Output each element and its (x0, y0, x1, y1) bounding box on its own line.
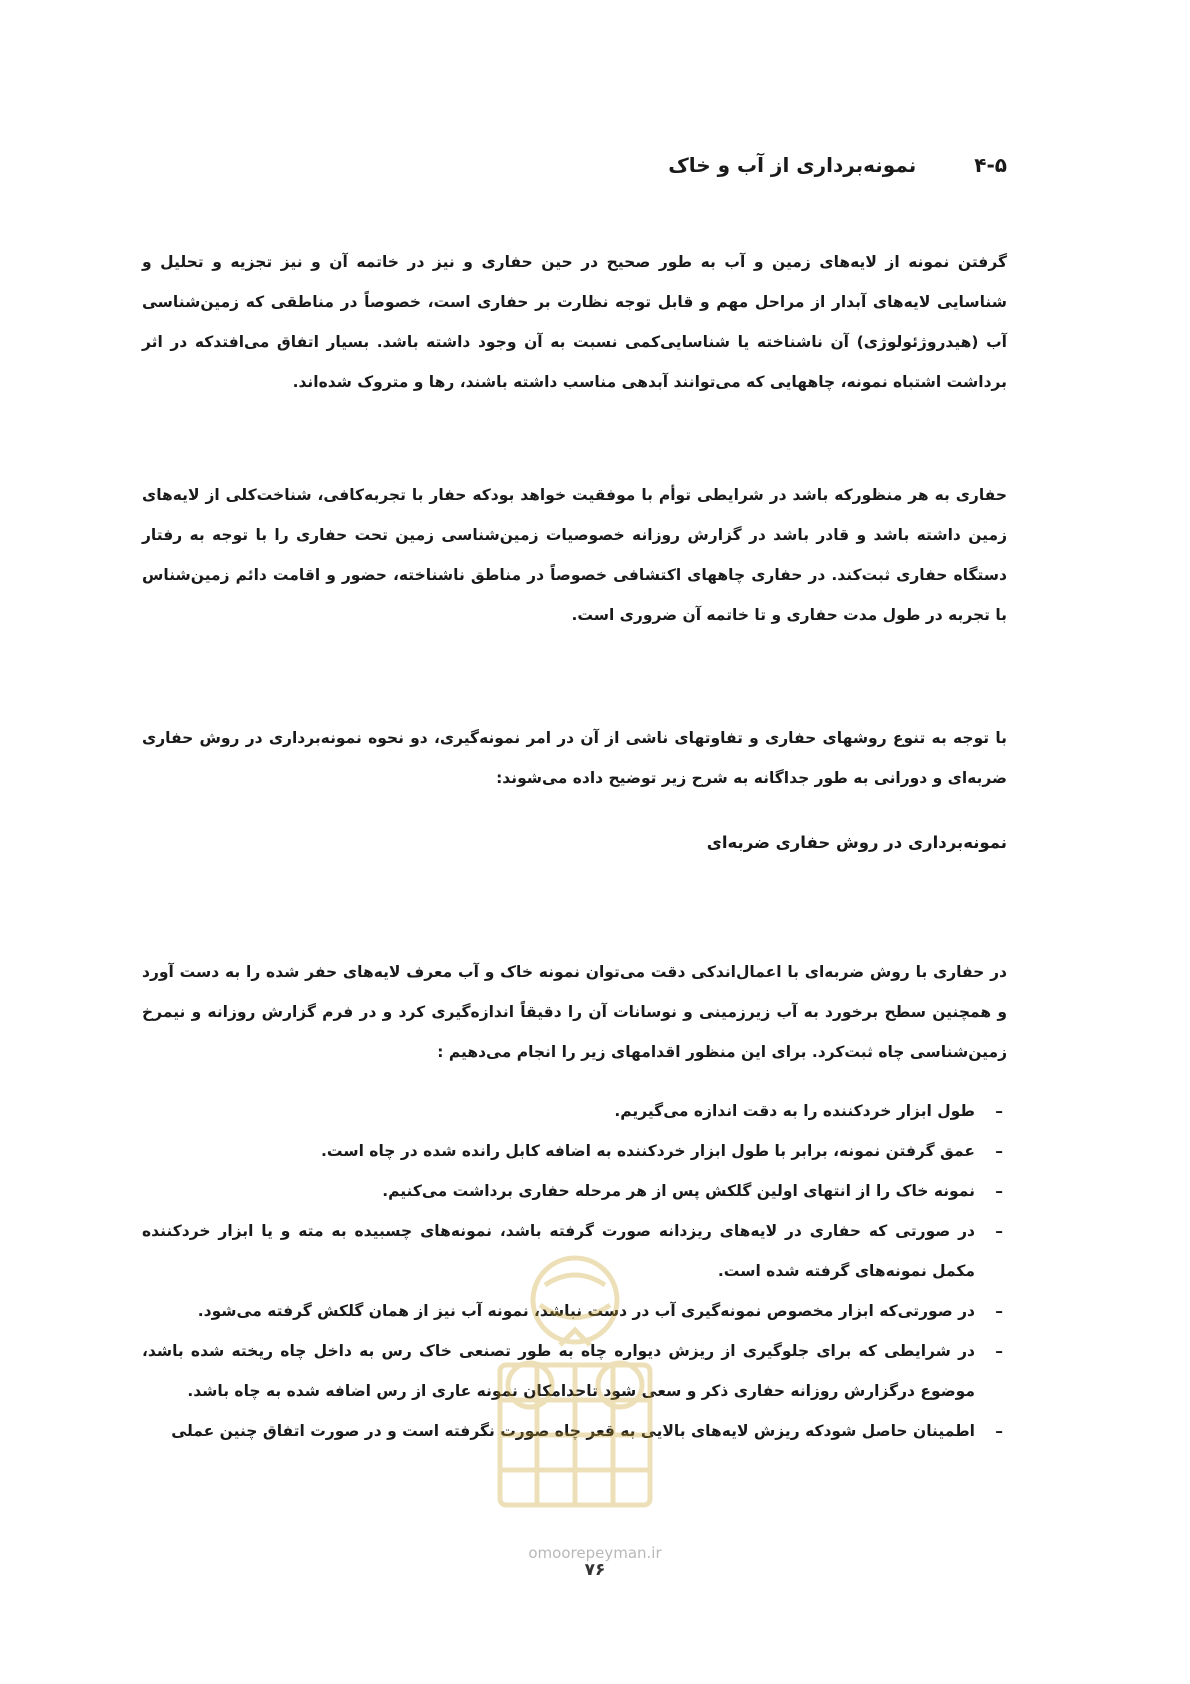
bullet-list (142, 1091, 1007, 1451)
subsection-intro: در حفاری با روش ضربه‌ای با اعمال‌اندکی دقت می‌توان نمونه خاک و آب معرف لایه‌های حفر شده را به دست آورد و همچنین سطح برخورد به آب زیرزمینی و نوسانات آن را دقیقاً اندازه‌گیری کرد و در فرم گزارش روزانه و نیمرخ زمین‌شناسی چاه ثبت‌کرد. برای این منظور اقدامهای زیر را انجام می‌دهیم : (142, 963, 1007, 1061)
section-number: ۴-۵ (974, 153, 1007, 177)
paragraph: گرفتن نمونه از لایه‌های زمین و آب به طور صحیح در حین حفاری و نیز در خاتمه آن و نیز تجزیه و تحلیل و شناسایی لایه‌های آبدار از مراحل مهم و قابل توجه نظارت بر حفاری است، خصوصاً در مناطقی که زمین‌شناسی آب (هیدروژئولوژی) آن ناشناخته یا شناسایی‌کمی نسبت به آن وجود داشته باشد. بسیار اتفاق می‌افتدکه در اثر برداشت اشتباه نمونه، چاههایی که می‌توانند آبدهی مناسب داشته باشند، رها و متروک شده‌اند. (142, 253, 1007, 391)
section-title: نمونه‌برداری از آب و خاک (668, 153, 917, 177)
page-number: ۷۶ (584, 1560, 606, 1580)
subsection-heading: نمونه‌برداری در روش حفاری ضربه‌ای (706, 833, 1007, 852)
paragraph: حفاری به هر منظورکه باشد در شرایطی توأم با موفقیت خواهد بودکه حفار با تجربه‌کافی، شناخت‌کلی از لایه‌های زمین داشته باشد و قادر باشد در گزارش روزانه خصوصیات زمین‌شناسی زمین تحت حفاری را با توجه به رفتار دستگاه حفاری ثبت‌کند. در حفاری چاههای اکتشافی خصوصاً در مناطق ناشناخته، حضور و اقامت دائم زمین‌شناس با تجربه در طول مدت حفاری و تا خاتمه آن ضروری است. (142, 486, 1007, 624)
list-item: – عمق گرفتن نمونه، برابر با طول ابزار خردکننده به اضافه کابل رانده شده در چاه است. (142, 1131, 1007, 1171)
section-heading (142, 150, 1007, 180)
list-item: – طول ابزار خردکننده را به دقت اندازه می‌گیریم. (142, 1091, 1007, 1131)
list-item: – اطمینان حاصل شودکه ریزش لایه‌های بالایی به قعر چاه صورت نگرفته است و در صورت اتفاق چنین عملی (142, 1411, 1007, 1451)
list-item: – در صورتی‌که ابزار مخصوص نمونه‌گیری آب در دست نباشد، نمونه آب نیز از همان گلکش گرفته می‌شود. (142, 1291, 1007, 1331)
watermark-url: omoorepeyman.ir (528, 1544, 662, 1562)
list-item: – در شرایطی که برای جلوگیری از ریزش دیواره چاه به طور تصنعی خاک رس به داخل چاه ریخته شده باشد، موضوع درگزارش روزانه حفاری ذکر و سعی شود تاحدامکان نمونه عاری از رس اضافه شده به چاه باشد. (142, 1331, 1007, 1411)
list-item: – نمونه خاک را از انتهای اولین گلکش پس از هر مرحله حفاری برداشت می‌کنیم. (142, 1171, 1007, 1211)
list-item: – در صورتی که حفاری در لایه‌های ریزدانه صورت گرفته باشد، نمونه‌های چسبیده به مته و یا ابزار خردکننده مکمل نمونه‌های گرفته شده است. (142, 1211, 1007, 1291)
paragraph: با توجه به تنوع روشهای حفاری و تفاوتهای ناشی از آن در امر نمونه‌گیری، دو نحوه نمونه‌برداری در روش حفاری ضربه‌ای و دورانی به طور جداگانه به شرح زیر توضیح داده می‌شوند: (142, 729, 1007, 787)
